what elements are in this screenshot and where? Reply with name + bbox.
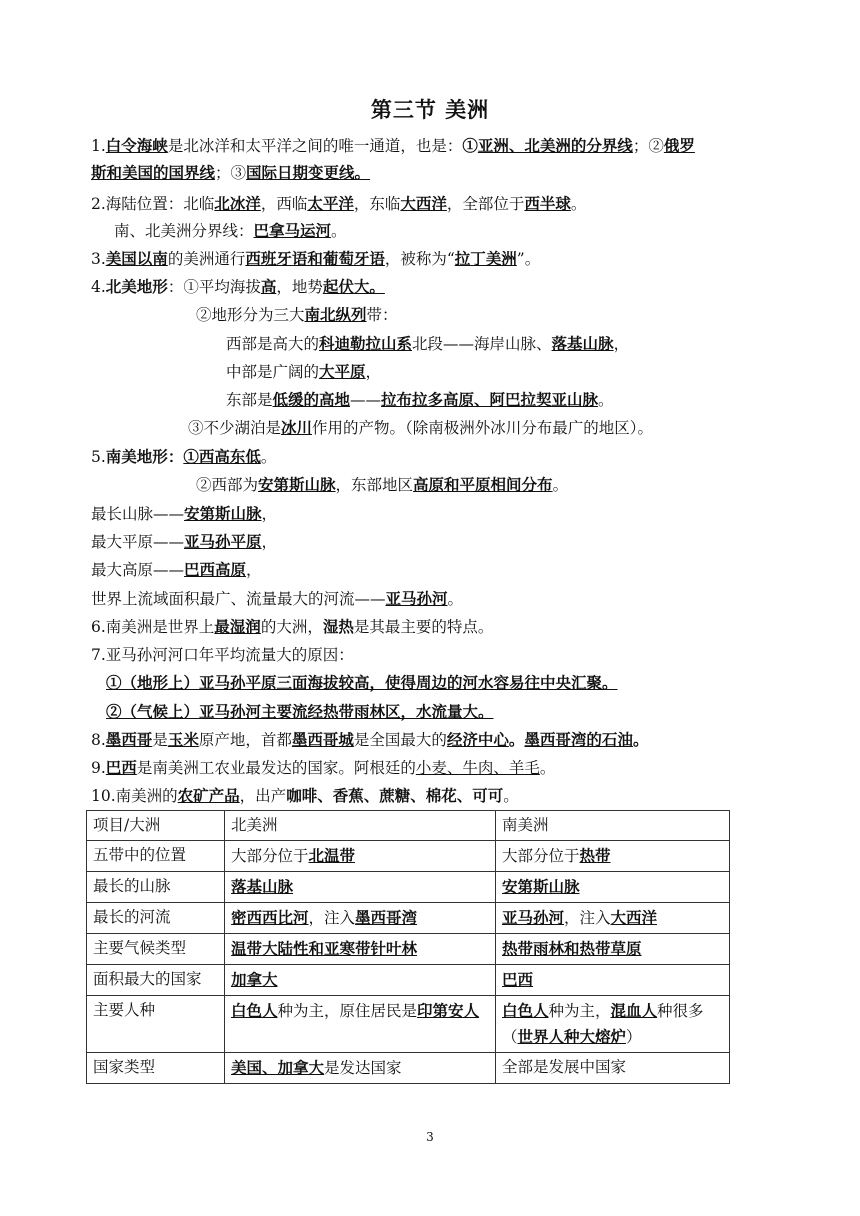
text-line-3 (91, 191, 790, 217)
text-run: 是全国最大的 (353, 731, 447, 749)
text-line-21 (106, 699, 790, 725)
text-run: 作用的产物。（除南极洲外冰川分布最广的地区）。 (312, 419, 654, 437)
text-run: 6.南美洲是世界上 (91, 618, 215, 636)
table-header-cell: 南美洲 (496, 811, 730, 841)
keyword: 落基山脉 (551, 334, 614, 353)
row-label: 面积最大的国家 (87, 965, 225, 996)
keyword: 北温带 (308, 846, 356, 865)
text-run: 西部是高大的 (226, 335, 320, 353)
text-run: ， (613, 335, 630, 353)
text-run: ：①平均海拔 (167, 278, 261, 296)
keyword: 安第斯山脉 (184, 504, 262, 523)
text-run: 种为主， (548, 1002, 611, 1020)
text-run: 。 (331, 222, 347, 240)
text-run: ”。 (516, 250, 541, 268)
item-number: 4. (91, 278, 106, 296)
text-run: ；② (632, 137, 664, 155)
text-run: 是北冰洋和太平洋之间的唯一通道，也是： (167, 137, 463, 155)
keyword: 墨西哥 (105, 730, 153, 749)
table-cell (225, 1053, 496, 1084)
table-row (87, 903, 730, 934)
text-run: 带： (366, 306, 398, 324)
keyword: 世界人种大熔炉 (517, 1027, 627, 1046)
text-run: 中部是广阔的 (226, 363, 320, 381)
table-header-row (87, 811, 730, 841)
text-run: ，注入 (564, 909, 611, 927)
item-number: 8. (91, 731, 106, 749)
text-run: 。 (598, 391, 614, 409)
keyword: 美国以南 (105, 249, 168, 268)
text-run: ，全部位于 (446, 195, 525, 213)
text-run: ②西部为 (196, 476, 259, 494)
keyword: 大西洋 (610, 908, 658, 927)
item-number: 5. (91, 448, 106, 466)
text-run: 。 (570, 195, 587, 213)
keyword: 密西西比河 (231, 908, 309, 927)
table-cell (496, 903, 730, 934)
text-run: 世界上流域面积最广、流量最大的河流—— (91, 590, 386, 608)
keyword: 安第斯山脉 (502, 877, 580, 896)
table-row (87, 934, 730, 965)
row-label: 国家类型 (87, 1053, 225, 1084)
keyword: 亚马孙河 (385, 589, 448, 608)
keyword: 墨西哥城 (291, 730, 354, 749)
keyword: 安第斯山脉 (258, 475, 336, 494)
text-line-11 (188, 415, 790, 441)
text-run: ， (246, 561, 262, 579)
text-run: 最长山脉—— (91, 505, 185, 523)
keyword: 国际日期变更线。 (246, 163, 371, 182)
table-cell (496, 841, 730, 872)
keyword: 白令海峡 (105, 136, 168, 155)
keyword: 经济中心 (446, 730, 509, 749)
keyword: 南北纵列 (304, 305, 367, 324)
keyword: ①（地形上）亚马孙平原三面海拔较高，使得周边的河水容易往中央汇聚。 (106, 673, 618, 692)
keyword: 湿热 (322, 617, 354, 636)
keyword: 巴西高原 (184, 560, 247, 579)
text-line-8 (226, 331, 790, 357)
text-run: 。 (447, 590, 464, 608)
text-run: 是南美洲工农业最发达的国家。阿根廷的 (136, 759, 416, 777)
row-label: 主要气候类型 (87, 934, 225, 965)
text-run: 种很多 (657, 1002, 704, 1020)
text-run: 最大高原—— (91, 561, 185, 579)
table-cell (225, 872, 496, 903)
row-label: 最长的山脉 (87, 872, 225, 903)
keyword: 农矿产品 (177, 786, 240, 805)
keyword: 西半球 (524, 194, 571, 213)
keyword: 高原和平原相间分布 (413, 475, 553, 494)
table-row (87, 1053, 730, 1084)
keyword: 加拿大 (231, 970, 278, 989)
text-line-19 (91, 642, 790, 668)
circled-number: ① (462, 136, 478, 155)
keyword: 大平原 (319, 362, 366, 381)
keyword: 巴西 (502, 970, 534, 989)
keyword: 冰川 (281, 418, 313, 437)
table-row (87, 996, 730, 1053)
text-run: 原产地，首都 (198, 731, 292, 749)
text-run: ， (261, 533, 278, 551)
table-row (87, 965, 730, 996)
keyword: 低缓的高地 (272, 390, 351, 409)
text-run: 种为主，原住居民是 (277, 1002, 418, 1020)
text-run: ，注入 (308, 909, 356, 927)
keyword: 北冰洋 (214, 194, 261, 213)
text-run: 7.亚马孙河河口年平均流量大的原因： (91, 646, 354, 664)
keyword: 北美地形 (105, 277, 168, 296)
text-run: 的大洲， (260, 618, 323, 636)
text-run: （ (502, 1028, 518, 1046)
text-run: 。 (503, 787, 519, 805)
text-run: ，地势 (276, 278, 323, 296)
page-number: 3 (426, 1130, 434, 1144)
keyword: 墨西哥湾的石油 (524, 730, 633, 749)
keyword: 起伏大。 (322, 277, 385, 296)
table-cell (496, 996, 730, 1053)
keyword: 高 (260, 277, 277, 296)
keyword: 热带雨林和热带草原 (502, 939, 642, 958)
table-cell (225, 965, 496, 996)
text-line-4 (114, 218, 790, 244)
text-run: ， (365, 363, 382, 381)
table-cell (496, 934, 730, 965)
text-line-2 (91, 160, 790, 186)
table-cell (496, 872, 730, 903)
text-run: 。 (539, 759, 556, 777)
text-line-24 (91, 783, 790, 809)
text-run: ） (626, 1028, 642, 1046)
text-run: 2.海陆位置：北临 (91, 195, 215, 213)
text-line-10 (226, 387, 790, 413)
text-run: 是其最主要的特点。 (353, 618, 494, 636)
text-run: 。 (260, 448, 277, 466)
keyword: 白色人 (502, 1001, 549, 1020)
item-number: 1. (91, 137, 106, 155)
table-cell (225, 903, 496, 934)
keyword: 墨西哥湾 (355, 908, 418, 927)
text-line-7 (196, 302, 790, 328)
text-run: 大部分位于 (231, 847, 309, 865)
keyword: 玉米 (167, 730, 199, 749)
text-line-15 (91, 529, 790, 555)
keyword: 科迪勒拉山系 (319, 334, 413, 353)
keyword: 拉布拉多高原、阿巴拉契亚山脉 (381, 390, 599, 409)
keyword: 热带 (579, 846, 611, 865)
table-cell (225, 934, 496, 965)
keyword: 白色人 (231, 1001, 278, 1020)
text-run: 是发达国家 (324, 1059, 402, 1077)
table-row (87, 841, 730, 872)
table-cell (496, 1053, 730, 1084)
table-cell (496, 965, 730, 996)
text-run: ，西临 (260, 195, 308, 213)
keyword: 斯和美国的国界线 (91, 163, 216, 182)
table-header-cell: 北美洲 (225, 811, 496, 841)
text-run: ，东临 (353, 195, 401, 213)
text-run: ， (261, 505, 278, 523)
keyword: 印第安人 (417, 1001, 480, 1020)
text-line-1 (91, 133, 790, 159)
text-line-12 (91, 444, 790, 470)
keyword: 咖啡、香蕉、蔗糖、棉花、可可 (286, 786, 504, 805)
keyword: 俄罗 (663, 136, 695, 155)
keyword: 亚洲、北美洲的分界线 (477, 136, 633, 155)
text-line-23 (91, 755, 790, 781)
keyword: 小麦、牛肉、羊毛 (415, 759, 540, 777)
item-number: 3. (91, 250, 106, 268)
keyword: 大西洋 (400, 194, 447, 213)
text-run: ： (167, 447, 184, 466)
keyword: 落基山脉 (231, 877, 294, 896)
keyword: 拉丁美洲 (454, 249, 517, 268)
text-line-13 (196, 472, 790, 498)
row-label: 最长的河流 (87, 903, 225, 934)
text-run: 东部是 (226, 391, 273, 409)
text-run: ，出产 (239, 787, 287, 805)
text-run: 。 (552, 476, 569, 494)
text-line-6 (91, 274, 790, 300)
table-cell (225, 996, 496, 1053)
table-header-cell: 项目/大洲 (87, 811, 225, 841)
text-run: 全部是发展中国家 (502, 1058, 627, 1076)
text-run: ；③ (215, 164, 247, 182)
keyword: 混血人 (610, 1001, 658, 1020)
keyword: ②（气候上）亚马孙河主要流经热带雨林区，水流量大。 (106, 702, 494, 721)
keyword: 太平洋 (307, 194, 354, 213)
text-run: —— (350, 391, 382, 409)
text-run: 南、北美洲分界线： (114, 222, 254, 240)
text-line-22 (91, 727, 790, 753)
keyword: 巴西 (105, 758, 137, 777)
table-cell (225, 841, 496, 872)
text-line-17 (91, 586, 790, 612)
text-run: 的美洲通行 (167, 250, 246, 268)
text-run: 。 (632, 730, 649, 749)
text-line-5 (91, 246, 790, 272)
text-line-20 (106, 670, 790, 696)
text-run: 。 (508, 730, 525, 749)
text-run: 10.南美洲的 (91, 787, 178, 805)
text-line-16 (91, 557, 790, 583)
text-run: 是 (152, 731, 168, 749)
keyword: ①西高东低 (183, 447, 261, 466)
text-run: 大部分位于 (502, 847, 580, 865)
keyword: 巴拿马运河 (253, 221, 332, 240)
table-row (87, 872, 730, 903)
text-run: 最大平原—— (91, 533, 185, 551)
item-number: 9. (91, 759, 106, 777)
text-run: ③不少湖泊是 (188, 419, 282, 437)
text-line-18 (91, 614, 790, 640)
text-run: 北段——海岸山脉、 (412, 335, 552, 353)
text-run: ，被称为“ (384, 250, 455, 268)
row-label: 主要人种 (87, 996, 225, 1053)
keyword: 西班牙语和葡萄牙语 (245, 249, 385, 268)
keyword: 最湿润 (214, 617, 261, 636)
text-line-9 (226, 359, 790, 385)
comparison-table (86, 810, 730, 1084)
row-label: 五带中的位置 (87, 841, 225, 872)
text-run: ②地形分为三大 (196, 306, 305, 324)
keyword: 亚马孙河 (502, 908, 565, 927)
text-line-14 (91, 501, 790, 527)
keyword: 温带大陆性和亚寒带针叶林 (231, 939, 418, 958)
text-run: ，东部地区 (335, 476, 414, 494)
keyword: 南美地形 (105, 447, 168, 466)
keyword: 亚马孙平原 (184, 532, 262, 551)
keyword: 美国、加拿大 (231, 1058, 325, 1077)
page-title: 第三节 美洲 (370, 98, 490, 122)
